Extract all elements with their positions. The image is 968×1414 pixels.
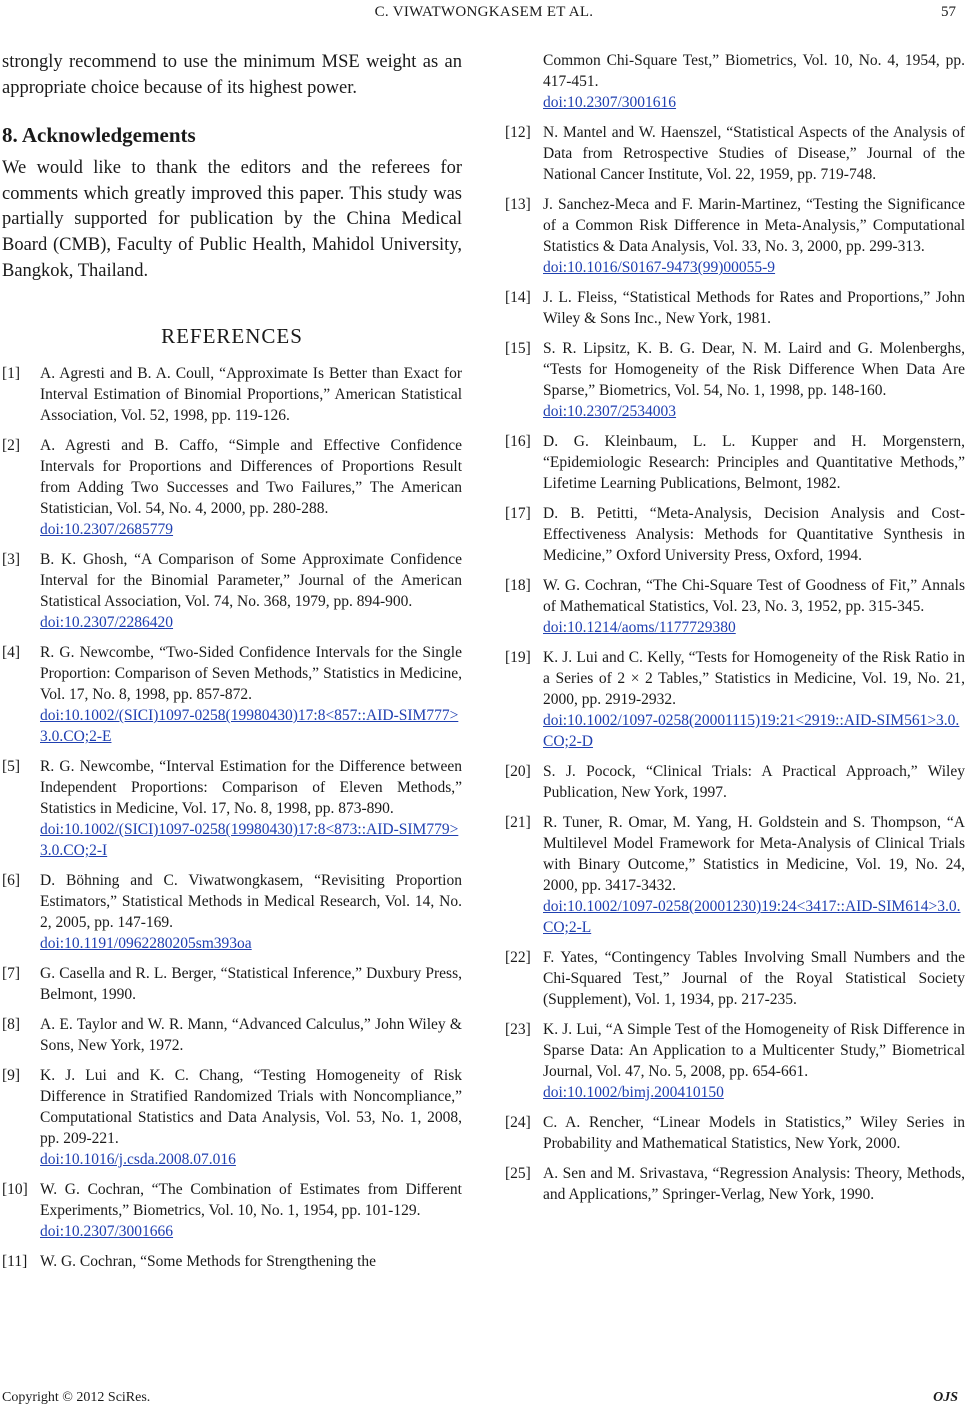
reference-text: R. G. Newcombe, “Two-Sided Confidence Intervals for the Single Proportion: Comparison of Seven Methods,” Statistics in Medicine, Vol. 17, No. 8, 1998, pp. 857-872.: [40, 644, 462, 704]
reference-doi-link[interactable]: doi:10.1002/bimj.200410150: [543, 1084, 724, 1101]
acknowledgements-text: We would like to thank the editors and the referees for comments which greatly improved this paper. This study was partially supported for publication by the China Medical Board (CMB), Faculty of Public Health, Mahidol University, Bangkok, Thailand.: [2, 158, 462, 281]
reference-text: K. J. Lui and C. Kelly, “Tests for Homogeneity of the Risk Ratio in a Series of 2 × 2 Tables,” Statistics in Medicine, Vol. 19, No. 21, 2000, pp. 2919-2932.: [543, 649, 965, 708]
reference-text: K. J. Lui and K. C. Chang, “Testing Homogeneity of Risk Difference in Stratified Randomized Trials with Noncompliance,” Computational Statistics and Data Analysis, Vol. 53, No. 1, 2008, pp. 209-221.: [40, 1067, 462, 1148]
reference-text: F. Yates, “Contingency Tables Involving Small Numbers and the Chi-Squared Test,” Journal of the Royal Statistical Society (Supplement), Vol. 1, 1934, pp. 217-235.: [543, 949, 965, 1008]
reference-item: [505, 812, 965, 938]
reference-label: [9]: [2, 1067, 21, 1085]
reference-label: [7]: [2, 965, 21, 983]
reference-text: A. Sen and M. Srivastava, “Regression Analysis: Theory, Methods, and Applications,” Springer-Verlag, New York, 1990.: [543, 1165, 965, 1203]
reference-item: [2, 642, 462, 747]
reference-doi-link[interactable]: doi:10.1002/(SICI)1097-0258(19980430)17:8<857::AID-SIM777>3.0.CO;2-E: [40, 707, 459, 746]
page-number: 57: [941, 4, 956, 20]
reference-label: [1]: [2, 365, 21, 383]
left-column: [2, 50, 462, 1281]
reference-doi-link[interactable]: doi:10.1191/0962280205sm393oa: [40, 935, 252, 953]
right-column: [505, 50, 965, 1214]
reference-text: W. G. Cochran, “Some Methods for Strengthening the: [40, 1253, 377, 1271]
reference-label: [16]: [505, 433, 531, 450]
reference-item: [2, 1251, 462, 1272]
reference-text: K. J. Lui, “A Simple Test of the Homogeneity of Risk Difference in Sparse Data: An Application to a Multicenter Study,” Biometrical Journal, Vol. 47, No. 5, 2008, pp. 654-661.: [543, 1021, 965, 1080]
reference-text: S. J. Pocock, “Clinical Trials: A Practical Approach,” Wiley Publication, New York, 1997.: [543, 763, 965, 801]
reference-text: A. E. Taylor and W. R. Mann, “Advanced Calculus,” John Wiley & Sons, New York, 1972.: [40, 1016, 462, 1055]
reference-doi-link[interactable]: doi:10.2307/3001666: [40, 1223, 174, 1241]
reference-text: R. Tuner, R. Omar, M. Yang, H. Goldstein and S. Thompson, “A Multilevel Model Framework for Meta-Analysis of Clinical Trials with Binary Outcome,” Statistics in Medicine, Vol. 19, No. 24, 2000, pp. 3417-3432.: [543, 814, 965, 894]
reference-label: [15]: [505, 340, 531, 357]
reference-text: D. B. Petitti, “Meta-Analysis, Decision Analysis and Cost-Effectiveness Analysis: Methods for Quantitative Synthesis in Medicine,” Oxford University Press, Oxford, 1994.: [543, 505, 965, 564]
reference-label: [17]: [505, 505, 531, 522]
references-list-left: [2, 363, 462, 1272]
reference-text: J. Sanchez-Meca and F. Marin-Martinez, “Testing the Significance of a Common Risk Difference in Meta-Analysis,” Computational Statistics & Data Analysis, Vol. 33, No. 3, 2000, pp. 299-313.: [543, 196, 965, 255]
reference-item: [2, 1014, 462, 1056]
running-head-authors: C. VIWATWONGKASEM ET AL.: [374, 4, 594, 20]
reference-item: [2, 870, 462, 954]
reference-text: D. G. Kleinbaum, L. L. Kupper and H. Morgenstern, “Epidemiologic Research: Principles and Quantitative Methods,” Lifetime Learning Publications, Belmont, 1982.: [543, 433, 965, 492]
reference-text: W. G. Cochran, “The Combination of Estimates from Different Experiments,” Biometrics, Vol. 10, No. 1, 1954, pp. 101-129.: [40, 1181, 462, 1220]
reference-item: [2, 363, 462, 426]
reference-doi-link[interactable]: doi:10.1002/1097-0258(20001115)19:21<2919::AID-SIM561>3.0.CO;2-D: [543, 712, 960, 750]
reference-item: [2, 549, 462, 633]
reference-label: [25]: [505, 1165, 531, 1182]
reference-text: G. Casella and R. L. Berger, “Statistical Inference,” Duxbury Press, Belmont, 1990.: [40, 965, 462, 1004]
reference-text: N. Mantel and W. Haenszel, “Statistical Aspects of the Analysis of Data from Retrospective Studies of Disease,” Journal of the National Cancer Institute, Vol. 22, 1959, pp. 719-748.: [543, 124, 965, 183]
reference-item: [505, 1019, 965, 1103]
reference-text: S. R. Lipsitz, K. B. G. Dear, N. M. Laird and G. Molenberghs, “Tests for Homogeneity of the Risk Difference When Data Are Sparse,” Biometrics, Vol. 54, No. 1, 1998, pp. 148-160.: [543, 340, 965, 399]
reference-doi-link[interactable]: doi:10.1214/aoms/1177729380: [543, 619, 736, 636]
page-footer: [2, 1390, 962, 1410]
reference-item: [505, 50, 965, 113]
reference-text: W. G. Cochran, “The Chi-Square Test of Goodness of Fit,” Annals of Mathematical Statistics, Vol. 23, No. 3, 1952, pp. 315-345.: [543, 577, 965, 615]
reference-text: B. K. Ghosh, “A Comparison of Some Approximate Confidence Interval for the Binomial Parameter,” Journal of the American Statistical Association, Vol. 74, No. 368, 1979, pp. 894-900.: [40, 551, 462, 611]
reference-label: [4]: [2, 644, 21, 662]
copyright-notice: Copyright © 2012 SciRes.: [2, 1390, 151, 1405]
reference-doi-link[interactable]: doi:10.2307/2286420: [40, 614, 174, 632]
reference-text: A. Agresti and B. A. Coull, “Approximate Is Better than Exact for Interval Estimation of Binomial Proportions,” American Statistical Association, Vol. 52, 1998, pp. 119-126.: [40, 365, 462, 425]
reference-doi-link[interactable]: doi:10.2307/2685779: [40, 521, 174, 539]
reference-item: [2, 1065, 462, 1170]
reference-label: [3]: [2, 551, 21, 569]
reference-item: [505, 575, 965, 638]
reference-item: [505, 431, 965, 494]
reference-item: [505, 122, 965, 185]
reference-label: [11]: [2, 1253, 28, 1271]
reference-label: [22]: [505, 949, 531, 966]
reference-label: [8]: [2, 1016, 21, 1034]
reference-label: [21]: [505, 814, 531, 831]
reference-label: [2]: [2, 437, 21, 455]
reference-label: [6]: [2, 872, 21, 890]
reference-doi-link[interactable]: doi:10.1016/j.csda.2008.07.016: [40, 1151, 236, 1169]
reference-label: [13]: [505, 196, 531, 213]
reference-text: R. G. Newcombe, “Interval Estimation for the Difference between Independent Proportions: Comparison of Eleven Methods,” Statistics in Medicine, Vol. 17, No. 8, 1998, pp. 873-890.: [40, 758, 462, 818]
reference-text: J. L. Fleiss, “Statistical Methods for Rates and Proportions,” John Wiley & Sons Inc., New York, 1981.: [543, 289, 965, 327]
reference-item: [505, 194, 965, 278]
reference-doi-link[interactable]: doi:10.2307/3001616: [543, 94, 677, 111]
reference-label: [18]: [505, 577, 531, 594]
reference-text: Common Chi-Square Test,” Biometrics, Vol. 10, No. 4, 1954, pp. 417-451.: [543, 52, 965, 90]
intro-paragraph: strongly recommend to use the minimum MSE weight as an appropriate choice because of its highest power.: [2, 52, 462, 98]
reference-label: [10]: [2, 1181, 28, 1199]
running-head: [0, 4, 968, 26]
reference-text: A. Agresti and B. Caffo, “Simple and Effective Confidence Intervals for Proportions and Differences of Proportions Result from Adding Two Successes and Two Failures,” The American Statistician, Vol. 54, No. 4, 2000, pp. 280-288.: [40, 437, 462, 518]
reference-item: [2, 963, 462, 1005]
reference-item: [505, 1163, 965, 1205]
reference-item: [505, 1112, 965, 1154]
reference-item: [505, 761, 965, 803]
reference-label: [19]: [505, 649, 531, 666]
reference-label: [12]: [505, 124, 531, 141]
reference-label: [14]: [505, 289, 531, 306]
reference-item: [505, 338, 965, 422]
reference-item: [2, 1179, 462, 1242]
reference-item: [505, 287, 965, 329]
reference-label: [23]: [505, 1021, 531, 1038]
acknowledgements-heading: 8. Acknowledgements: [2, 123, 196, 148]
reference-text: D. Böhning and C. Viwatwongkasem, “Revisiting Proportion Estimators,” Statistical Methods in Medical Research, Vol. 14, No. 2, 2005, pp. 147-169.: [40, 872, 462, 932]
reference-doi-link[interactable]: doi:10.1002/1097-0258(20001230)19:24<3417::AID-SIM614>3.0.CO;2-L: [543, 898, 961, 936]
reference-doi-link[interactable]: doi:10.1002/(SICI)1097-0258(19980430)17:8<873::AID-SIM779>3.0.CO;2-I: [40, 821, 459, 860]
reference-item: [505, 947, 965, 1010]
reference-label: [24]: [505, 1114, 531, 1131]
reference-item: [2, 756, 462, 861]
journal-abbrev: OJS: [933, 1390, 958, 1405]
reference-doi-link[interactable]: doi:10.2307/2534003: [543, 403, 677, 420]
reference-text: C. A. Rencher, “Linear Models in Statistics,” Wiley Series in Probability and Mathematical Statistics, New York, 2000.: [543, 1114, 965, 1152]
reference-item: [2, 435, 462, 540]
reference-label: [20]: [505, 763, 531, 780]
references-list-right: [505, 50, 965, 1205]
reference-label: [5]: [2, 758, 21, 776]
reference-item: [505, 647, 965, 752]
reference-doi-link[interactable]: doi:10.1016/S0167-9473(99)00055-9: [543, 259, 776, 276]
reference-item: [505, 503, 965, 566]
references-heading: REFERENCES: [161, 324, 303, 349]
